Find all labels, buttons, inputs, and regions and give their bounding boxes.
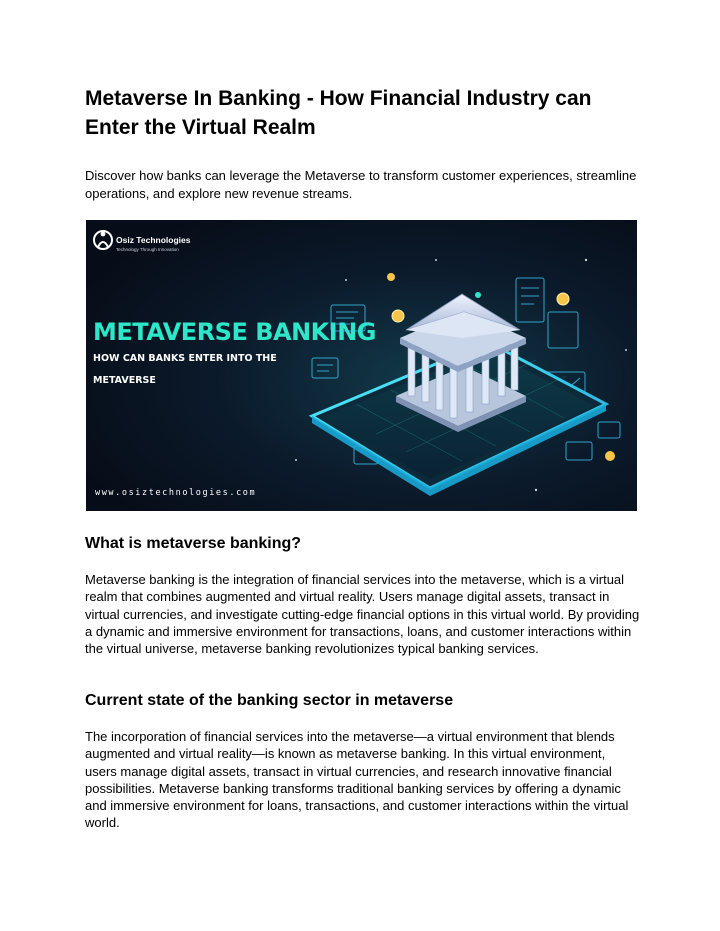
brand-tagline: Technology Through Innovation [116, 247, 179, 252]
page-title: Metaverse In Banking - How Financial Industry can Enter the Virtual Realm [85, 87, 592, 139]
hero-headline: METAVERSE BANKING [93, 318, 376, 346]
hero-background [86, 220, 637, 511]
hero-subline-1: HOW CAN BANKS ENTER INTO THE [93, 353, 277, 364]
hero-website: www.osiztechnologies.com [95, 488, 257, 498]
section-heading-current-state: Current state of the banking sector in metaverse [85, 692, 454, 709]
intro-paragraph: Discover how banks can leverage the Metaverse to transform customer experiences, streamline operations, and explore new revenue streams. [85, 168, 637, 201]
section-heading-what-is: What is metaverse banking? [85, 535, 302, 552]
hero-subline-2: METAVERSE [93, 375, 156, 386]
section-paragraph-current-state: The incorporation of financial services into the metaverse—a virtual environment that blends augmented and virtual reality—is known as metaverse banking. In this virtual environment, users manage digital assets, transact in virtual currencies, and research innovative financial possibilities. Metaverse banking transforms traditional banking services by offering a dynamic and immersive environment for loans, transactions, and customer interactions within the virtual world. [85, 729, 629, 831]
section-paragraph-what-is: Metaverse banking is the integration of financial services into the metaverse, which is a virtual realm that combines augmented and virtual reality. Users manage digital assets, transact in virtual currencies, and investigate cutting-edge financial options in this virtual world. By providing a dynamic and immersive environment for transactions, loans, and customer interactions within the virtual universe, metaverse banking revolutionizes typical banking services. [85, 572, 640, 657]
brand-name: Osiz Technologies [116, 235, 191, 245]
hero-banner-image [86, 220, 637, 511]
